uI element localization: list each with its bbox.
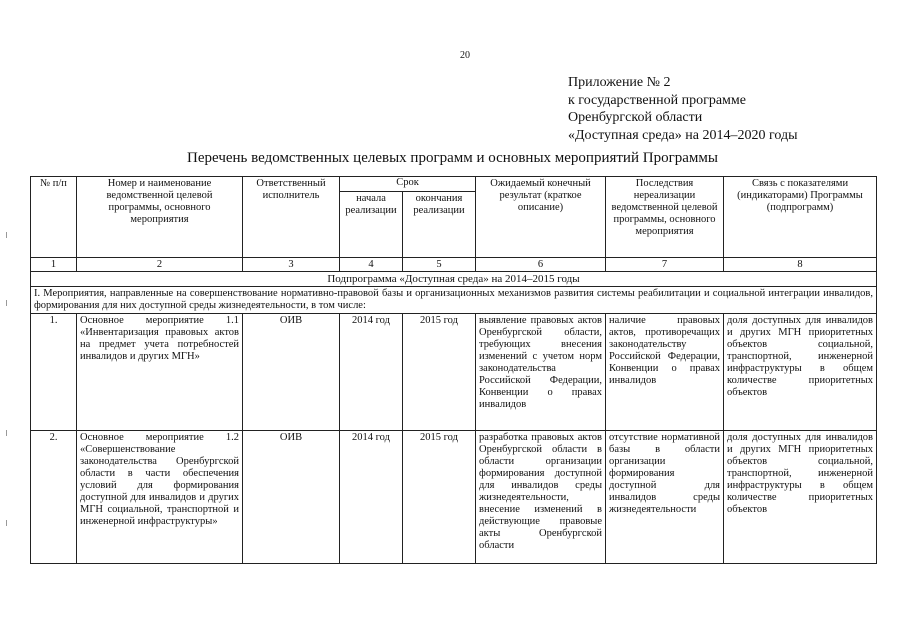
subprogram-row	[31, 272, 877, 287]
margin-mark	[6, 520, 7, 526]
row-consequences: наличие правовых актов, противоречащих законодательству Российской Федерации, Конвенции о правах инвалидов	[606, 314, 724, 431]
row-start: 2014 год	[340, 314, 403, 431]
header-term-end: окончания реализации	[403, 192, 476, 258]
page-number: 20	[460, 50, 470, 61]
appendix-line: к государственной программе	[568, 92, 746, 108]
appendix-line: «Доступная среда» на 2014–2020 годы	[568, 127, 798, 143]
column-number: 8	[724, 258, 877, 272]
column-numbers-row	[31, 258, 877, 272]
programs-table	[30, 176, 877, 564]
column-number: 1	[31, 258, 77, 272]
header-link: Связь с показателями (индикаторами) Программы (подпрограмм)	[724, 177, 877, 258]
section-row	[31, 287, 877, 314]
table-header-row	[31, 177, 877, 192]
row-num: 1.	[31, 314, 77, 431]
header-name: Номер и наименование ведомственной целевой программы, основного мероприятия	[77, 177, 243, 258]
row-start: 2014 год	[340, 431, 403, 564]
row-consequences: отсутствие нормативной базы в области организации формирования доступной для инвалидов среды жизнедеятельности	[606, 431, 724, 564]
subprogram-title: Подпрограмма «Доступная среда» на 2014–2015 годы	[31, 272, 877, 287]
row-end: 2015 год	[403, 314, 476, 431]
row-result: выявление правовых актов Оренбургской области, требующих внесения изменений с учетом норм законодательства Российской Федерации, Конвенции о правах инвалидов	[476, 314, 606, 431]
column-number: 7	[606, 258, 724, 272]
row-link: доля доступных для инвалидов и других МГН приоритетных объектов социальной, транспортной, инженерной инфраструктуры в общем количестве приоритетных объектов	[724, 431, 877, 564]
margin-mark	[6, 232, 7, 238]
header-executor: Ответственный исполнитель	[243, 177, 340, 258]
header-num: № п/п	[31, 177, 77, 258]
row-link: доля доступных для инвалидов и других МГН приоритетных объектов социальной, транспортной, инженерной инфраструктуры в общем количестве приоритетных объектов	[724, 314, 877, 431]
row-executor: ОИВ	[243, 314, 340, 431]
column-number: 6	[476, 258, 606, 272]
header-term-start: начала реализации	[340, 192, 403, 258]
document-title: Перечень ведомственных целевых программ и основных мероприятий Программы	[187, 150, 718, 166]
header-term: Срок	[340, 177, 476, 192]
table-row	[31, 431, 877, 564]
appendix-line: Оренбургской области	[568, 110, 703, 125]
column-number: 5	[403, 258, 476, 272]
column-number: 4	[340, 258, 403, 272]
table-row	[31, 314, 877, 431]
row-name: Основное мероприятие 1.2 «Совершенствование законодательства Оренбургской области в части обеспечения условий для формирования доступной для инвалидов и других МГН социальной, транспортной и инженерной инфраструктуры»	[77, 431, 243, 564]
margin-mark	[6, 430, 7, 436]
header-consequences: Последствия нереализации ведомственной целевой программы, основного мероприятия	[606, 177, 724, 258]
header-result: Ожидаемый конечный результат (краткое описание)	[476, 177, 606, 258]
row-result: разработка правовых актов Оренбургской области в области организации формирования доступной для инвалидов среды жизнедеятельности, внесение изменений в действующие правовые акты Оренбургской области	[476, 431, 606, 564]
appendix-line: Приложение № 2	[568, 75, 671, 90]
section-title: I. Мероприятия, направленные на совершенствование нормативно-правовой базы и организационных механизмов развития системы реабилитации и социальной интеграции инвалидов, формирования для них доступной среды жизнедеятельности, в том числе:	[31, 287, 877, 314]
column-number: 2	[77, 258, 243, 272]
column-number: 3	[243, 258, 340, 272]
row-name: Основное мероприятие 1.1 «Инвентаризация правовых актов на предмет учета потребностей инвалидов и других МГН»	[77, 314, 243, 431]
row-end: 2015 год	[403, 431, 476, 564]
appendix-block	[568, 74, 798, 144]
row-num: 2.	[31, 431, 77, 564]
margin-mark	[6, 300, 7, 306]
row-executor: ОИВ	[243, 431, 340, 564]
